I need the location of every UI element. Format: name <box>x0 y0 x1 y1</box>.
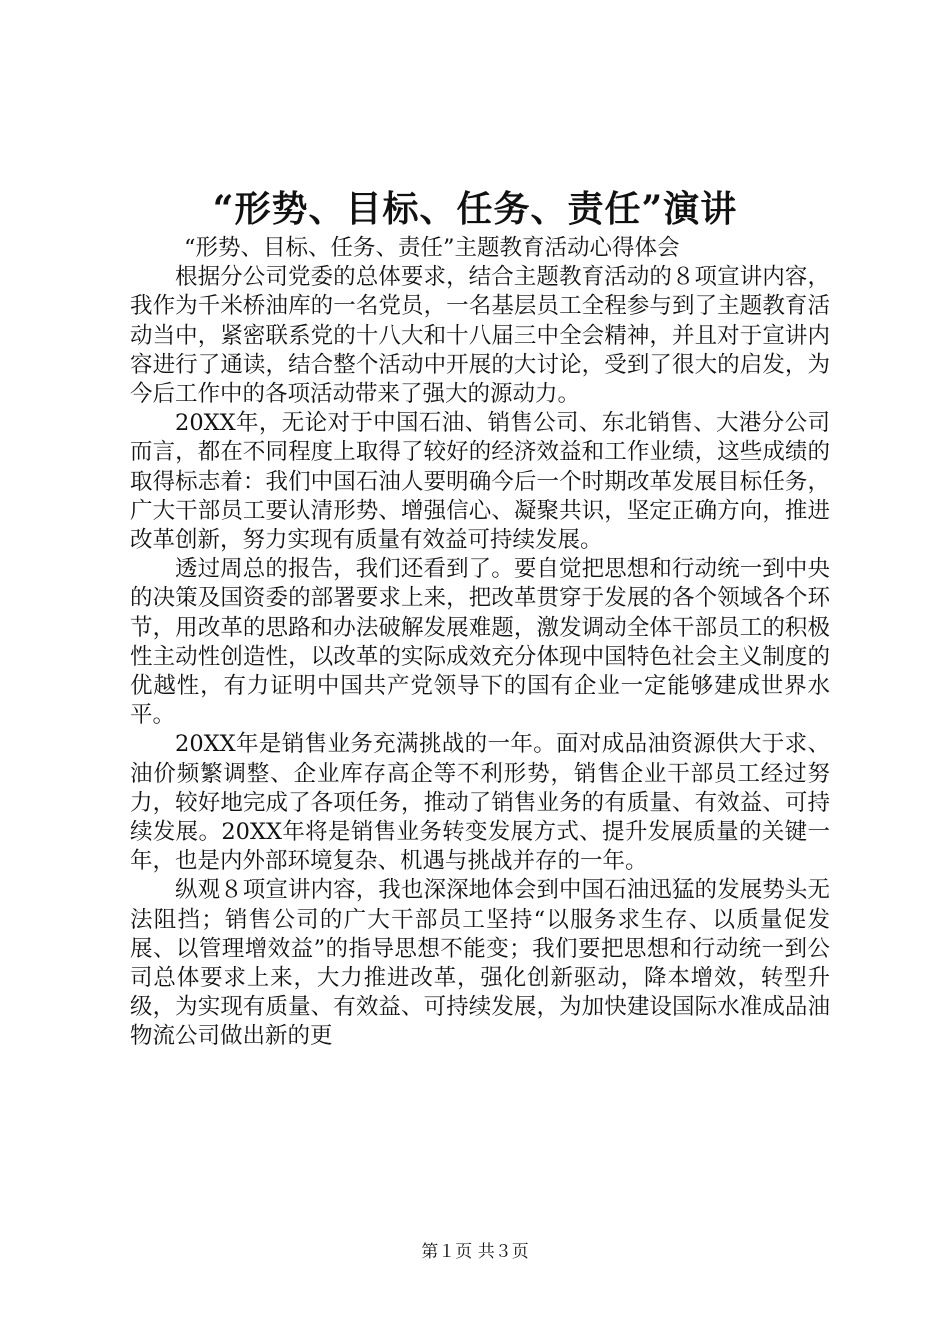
page-number-footer: 第１页 共３页 <box>421 1242 529 1262</box>
document-subtitle: “形势、目标、任务、责任”主题教育活动心得体会 <box>184 235 680 261</box>
document-body <box>130 234 830 1052</box>
body-paragraph-4: 20XX年是销售业务充满挑战的一年。面对成品油资源供大于求、油价频繁调整、企业库存高企等不利形势，销售企业干部员工经过努力，较好地完成了各项任务，推动了销售业务的有质量、有效益、可持续发展。20XX年将是销售业务转变发展方式、提升发展质量的关键一年，也是内外部环境复杂、机遇与挑战并存的一年。 <box>130 731 830 875</box>
body-paragraph-1: 根据分公司党委的总体要求，结合主题教育活动的８项宣讲内容，我作为千米桥油库的一名党员，一名基层员工全程参与到了主题教育活动当中，紧密联系党的十八大和十八届三中全会精神，并且对于宣讲内容进行了通读，结合整个活动中开展的大讨论，受到了很大的启发，为今后工作中的各项活动带来了强大的源动力。 <box>130 264 830 408</box>
body-paragraph-3: 透过周总的报告，我们还看到了。要自觉把思想和行动统一到中央的决策及国资委的部署要求上来，把改革贯穿于发展的各个领域各个环节，用改革的思路和办法破解发展难题，激发调动全体干部员工的积极性主动性创造性，以改革的实际成效充分体现中国特色社会主义制度的优越性，有力证明中国共产党领导下的国有企业一定能够建成世界水平。 <box>130 556 830 729</box>
body-paragraph-5: 纵观８项宣讲内容，我也深深地体会到中国石油迅猛的发展势头无法阻挡；销售公司的广大干部员工坚持“以服务求生存、以质量促发展、以管理增效益”的指导思想不能变；我们要把思想和行动统一到公司总体要求上来，大力推进改革，强化创新驱动，降本增效，转型升级，为实现有质量、有效益、可持续发展，为加快建设国际水准成品油物流公司做出新的更 <box>130 877 830 1050</box>
body-paragraph-2: 20XX年，无论对于中国石油、销售公司、东北销售、大港分公司而言，都在不同程度上取得了较好的经济效益和工作业绩，这些成绩的取得标志着：我们中国石油人要明确今后一个时期改革发展目标任务，广大干部员工要认清形势、增强信心、凝聚共识，坚定正确方向，推进改革创新，努力实现有质量有效益可持续发展。 <box>130 410 830 554</box>
document-title: “形势、目标、任务、责任”演讲 <box>212 188 738 230</box>
